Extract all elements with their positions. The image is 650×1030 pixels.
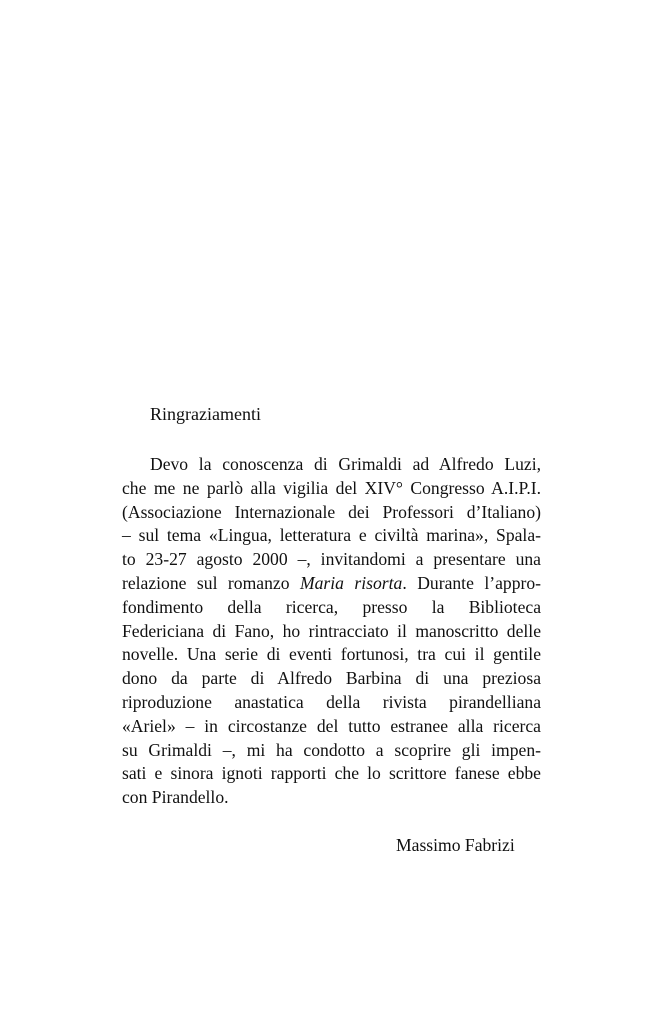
paragraph-line: riproduzione anastatica della rivista pirandelliana: [122, 691, 541, 712]
paragraph-line: fondimento della ricerca, presso la Biblioteca: [122, 596, 541, 617]
book-title: Maria risorta: [299, 572, 403, 593]
paragraph-line: dono da parte di Alfredo Barbina di una preziosa: [122, 668, 541, 689]
paragraph-line: to 23-27 agosto 2000 –, invitandomi a presentare una: [122, 549, 541, 570]
paragraph-line-with-title: [122, 572, 541, 596]
paragraph-line: con Pirandello.: [122, 787, 229, 808]
paragraph-line: – sul tema «Lingua, letteratura e civiltà marina», Spala-: [122, 525, 541, 546]
paragraph-line: novelle. Una serie di eventi fortunosi, tra cui il gentile: [122, 644, 541, 665]
acknowledgement-paragraph: [122, 453, 541, 810]
paragraph-line: che me ne parlò alla vigilia del XIV° Congresso A.I.P.I.: [122, 477, 541, 498]
paragraph-line: su Grimaldi –, mi ha condotto a scoprire gli impen-: [122, 739, 541, 760]
section-heading: Ringraziamenti: [150, 404, 261, 424]
paragraph-line: «Ariel» – in circostanze del tutto estranee alla ricerca: [122, 715, 541, 736]
paragraph-text: . Durante l’appro-: [402, 572, 542, 593]
author-signature: Massimo Fabrizi: [396, 835, 515, 855]
paragraph-line: Devo la conoscenza di Grimaldi ad Alfredo Luzi,: [150, 454, 541, 474]
paragraph-line: (Associazione Internazionale dei Professori d’Italiano): [122, 501, 541, 522]
paragraph-line: Federiciana di Fano, ho rintracciato il manoscritto delle: [122, 620, 541, 641]
paragraph-line: sati e sinora ignoti rapporti che lo scrittore fanese ebbe: [122, 763, 541, 784]
paragraph-text: relazione sul romanzo: [122, 572, 300, 593]
